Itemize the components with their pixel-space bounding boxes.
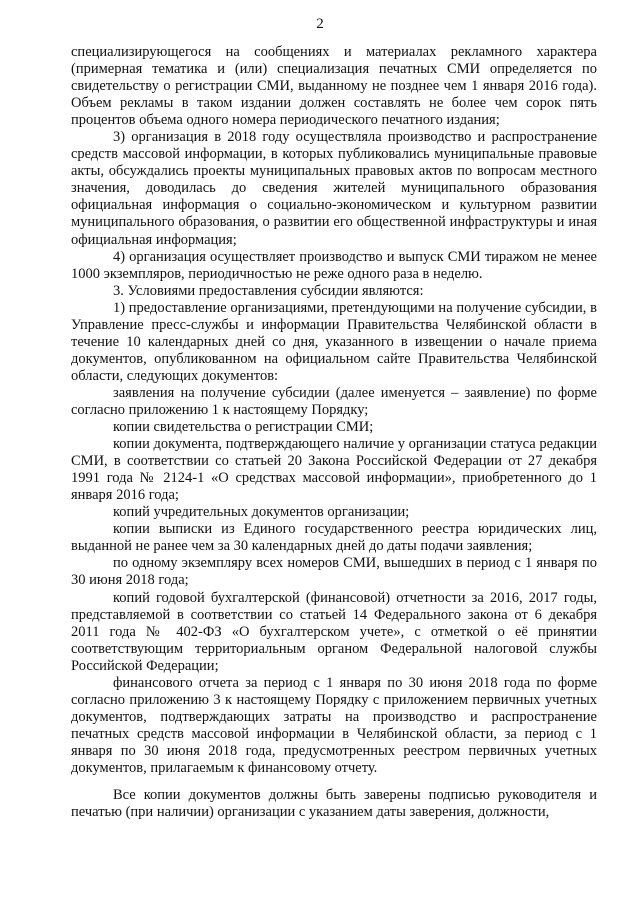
paragraph: 3) организация в 2018 году осуществляла производство и распространение средств массовой информации, в которых публиковались муниципальные правовые акты, обсуждались проекты муниципальных правовых актов по вопросам местного значения, доводилась до сведения жителей муниципального образования официальная информация о социально-экономическом и культурном развитии муниципального образования, о развитии его общественной инфраструктуры и иная официальная информация; xyxy=(71,129,597,248)
document-body xyxy=(71,44,597,821)
paragraph: копии выписки из Единого государственного реестра юридических лиц, выданной не ранее чем за 30 календарных дней до даты подачи заявления; xyxy=(71,521,597,555)
paragraph: копий учредительных документов организации; xyxy=(113,504,410,521)
paragraph: 1) предоставление организациями, претендующими на получение субсидии, в Управление пресс-службы и информации Правительства Челябинской области в течение 10 календарных дней со дня, указанного в извещении о начале приема документов, опубликованном на официальном сайте Правительства Челябинской области, следующих документов: xyxy=(71,299,597,384)
page-number: 2 xyxy=(316,16,324,32)
paragraph: копий годовой бухгалтерской (финансовой) отчетности за 2016, 2017 годы, представляемой в соответствии со статьей 14 Федерального закона от 6 декабря 2011 года № 402-ФЗ «О бухгалтерском учете», с отметкой о её принятии соответствующим территориальным органом Федеральной налоговой службы Российской Федерации; xyxy=(71,589,597,674)
paragraph: по одному экземпляру всех номеров СМИ, вышедших в период с 1 января по 30 июня 2018 года; xyxy=(71,555,597,589)
paragraph: 4) организация осуществляет производство и выпуск СМИ тиражом не менее 1000 экземпляров, периодичностью не реже одного раза в неделю. xyxy=(71,248,597,282)
paragraph: специализирующегося на сообщениях и материалах рекламного характера (примерная тематика и (или) специализация печатных СМИ определяется по свидетельству о регистрации СМИ, выданному не позднее чем 1 января 2016 года). Объем рекламы в таком издании должен составлять не более чем сорок пять процентов объема одного номера периодического печатного издания; xyxy=(71,44,597,129)
paragraph: 3. Условиями предоставления субсидии являются: xyxy=(113,282,424,299)
paragraph: копии документа, подтверждающего наличие у организации статуса редакции СМИ, в соответствии со статьей 20 Закона Российской Федерации от 27 декабря 1991 года № 2124-1 «О средствах массовой информации», приобретенного до 1 января 2016 года; xyxy=(71,436,597,504)
paragraph: финансового отчета за период с 1 января по 30 июня 2018 года по форме согласно приложению 3 к настоящему Порядку с приложением первичных учетных документов, подтверждающих затраты на производство и распространение печатных средств массовой информации в Челябинской области, за период с 1 января по 30 июня 2018 года, предусмотренных реестром первичных учетных документов, прилагаемым к финансовому отчету. xyxy=(71,674,597,776)
paragraph: Все копии документов должны быть заверены подписью руководителя и печатью (при наличии) организации с указанием даты заверения, должности, xyxy=(71,787,597,821)
paragraph: заявления на получение субсидии (далее именуется – заявление) по форме согласно приложению 1 к настоящему Порядку; xyxy=(71,384,597,418)
paragraph: копии свидетельства о регистрации СМИ; xyxy=(113,419,374,436)
